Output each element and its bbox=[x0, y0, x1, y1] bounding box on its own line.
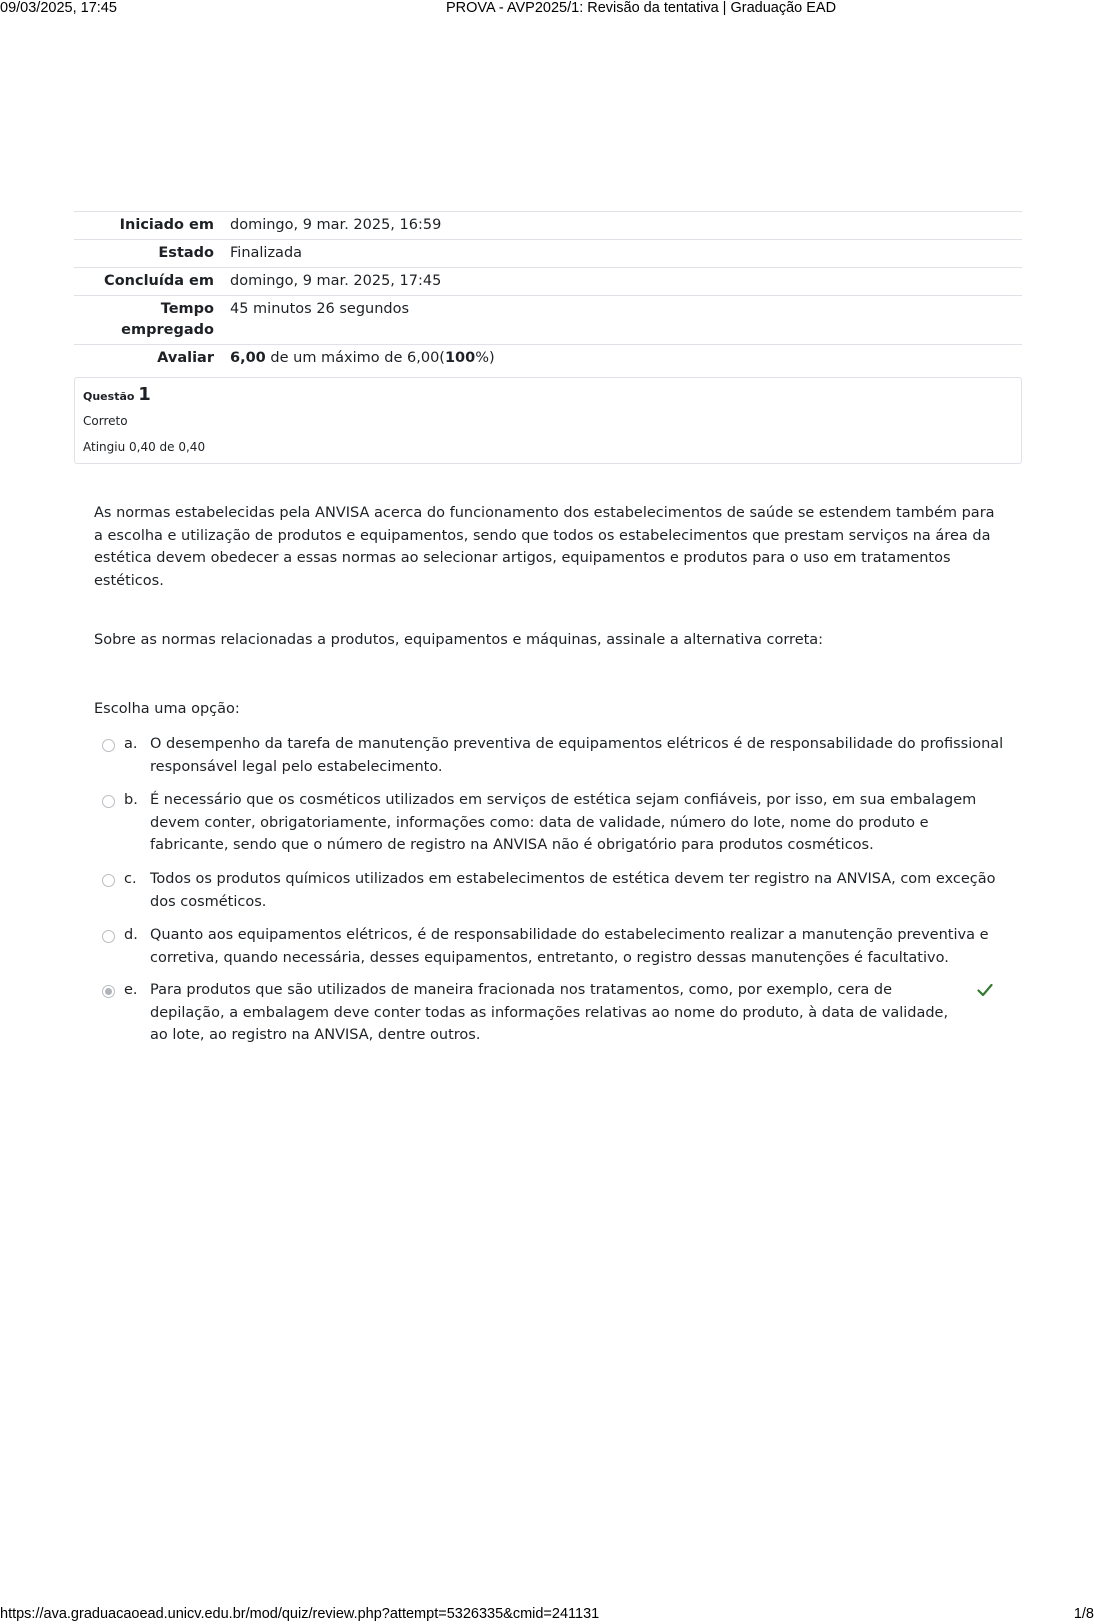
summary-row-started bbox=[74, 212, 1022, 240]
radio-button[interactable] bbox=[102, 739, 115, 752]
summary-value: domingo, 9 mar. 2025, 17:45 bbox=[230, 268, 1022, 296]
summary-value bbox=[230, 345, 1022, 373]
answer-letter: d. bbox=[124, 927, 138, 943]
summary-value: domingo, 9 mar. 2025, 16:59 bbox=[230, 212, 1022, 240]
summary-row-time bbox=[74, 296, 1022, 345]
question-info-box bbox=[74, 377, 1022, 464]
print-page-title: PROVA - AVP2025/1: Revisão da tentativa | Graduação EAD bbox=[445, 0, 837, 16]
radio-button[interactable] bbox=[102, 795, 115, 808]
print-datetime: 09/03/2025, 17:45 bbox=[0, 0, 117, 16]
summary-label: Concluída em bbox=[74, 268, 230, 296]
answer-text: É necessário que os cosméticos utilizados em serviços de estética sejam confiáveis, por isso, em sua embalagem devem conter, obrigatoriamente, informações como: data de validade, número do lote, nome do produto e fabricante, sendo que o número de registro na ANVISA não é obrigatório para produtos cosméticos. bbox=[150, 792, 977, 853]
print-footer bbox=[0, 1606, 1094, 1624]
answer-letter: b. bbox=[124, 792, 138, 808]
summary-label-line-1: Tempo bbox=[160, 301, 214, 317]
summary-row-state bbox=[74, 240, 1022, 268]
radio-button-selected[interactable] bbox=[102, 985, 115, 998]
question-grade: Atingiu 0,40 de 0,40 bbox=[83, 440, 206, 454]
answer-letter: e. bbox=[124, 982, 138, 998]
answer-prompt: Escolha uma opção: bbox=[94, 701, 240, 717]
question-number bbox=[83, 384, 151, 405]
answer-letter: a. bbox=[124, 736, 138, 752]
print-url: https://ava.graduacaoead.unicv.edu.br/mod/quiz/review.php?attempt=5326335&cmid=241131 bbox=[0, 1606, 600, 1622]
summary-label: Estado bbox=[74, 240, 230, 268]
radio-button[interactable] bbox=[102, 874, 115, 887]
question-label: Questão bbox=[83, 390, 139, 403]
grade-score: 6,00 bbox=[230, 350, 266, 366]
summary-label-line-2: empregado bbox=[121, 322, 214, 338]
print-page-number: 1/8 bbox=[1073, 1606, 1094, 1622]
question-text: As normas estabelecidas pela ANVISA acerca do funcionamento dos estabelecimentos de saúde se estendem também para a escolha e utilização de produtos e equipamentos, sendo que todos os estabelecimentos que prestam serviços na área da estética devem obedecer a essas normas ao selecionar artigos, equipamentos e produtos para o uso em tratamentos estéticos. bbox=[94, 505, 995, 589]
grade-end: %) bbox=[475, 350, 495, 366]
grade-percent: 100 bbox=[444, 350, 476, 366]
summary-row-completed bbox=[74, 268, 1022, 296]
grade-middle: de um máximo de 6,00( bbox=[265, 350, 445, 366]
answer-text: Para produtos que são utilizados de maneira fracionada nos tratamentos, como, por exemplo, cera de depilação, a embalagem deve conter todas as informações relativas ao nome do produto, à data de validade, ao lote, ao registro na ANVISA, dentre outros. bbox=[150, 982, 949, 1043]
answer-text: Todos os produtos químicos utilizados em estabelecimentos de estética devem ter registro na ANVISA, com exceção dos cosméticos. bbox=[150, 871, 996, 910]
question-instruction: Sobre as normas relacionadas a produtos, equipamentos e máquinas, assinale a alternativa correta: bbox=[94, 632, 824, 648]
summary-value: Finalizada bbox=[230, 240, 1022, 268]
check-icon bbox=[977, 981, 993, 1004]
question-number-value: 1 bbox=[138, 384, 151, 405]
summary-label: Iniciado em bbox=[74, 212, 230, 240]
summary-value: 45 minutos 26 segundos bbox=[230, 296, 1022, 345]
print-header bbox=[0, 0, 1094, 18]
answer-text: O desempenho da tarefa de manutenção preventiva de equipamentos elétricos é de responsabilidade do profissional responsável legal pelo estabelecimento. bbox=[150, 736, 1004, 775]
summary-label: Avaliar bbox=[74, 345, 230, 373]
answer-text: Quanto aos equipamentos elétricos, é de responsabilidade do estabelecimento realizar a manutenção preventiva e corretiva, quando necessária, desses equipamentos, entretanto, o registro dessas manutenções é facultativo. bbox=[150, 927, 989, 966]
answer-letter: c. bbox=[124, 871, 137, 887]
summary-row-grade bbox=[74, 345, 1022, 373]
question-state: Correto bbox=[83, 414, 128, 428]
attempt-summary-table bbox=[74, 211, 1022, 372]
radio-button[interactable] bbox=[102, 930, 115, 943]
summary-label bbox=[74, 296, 230, 345]
